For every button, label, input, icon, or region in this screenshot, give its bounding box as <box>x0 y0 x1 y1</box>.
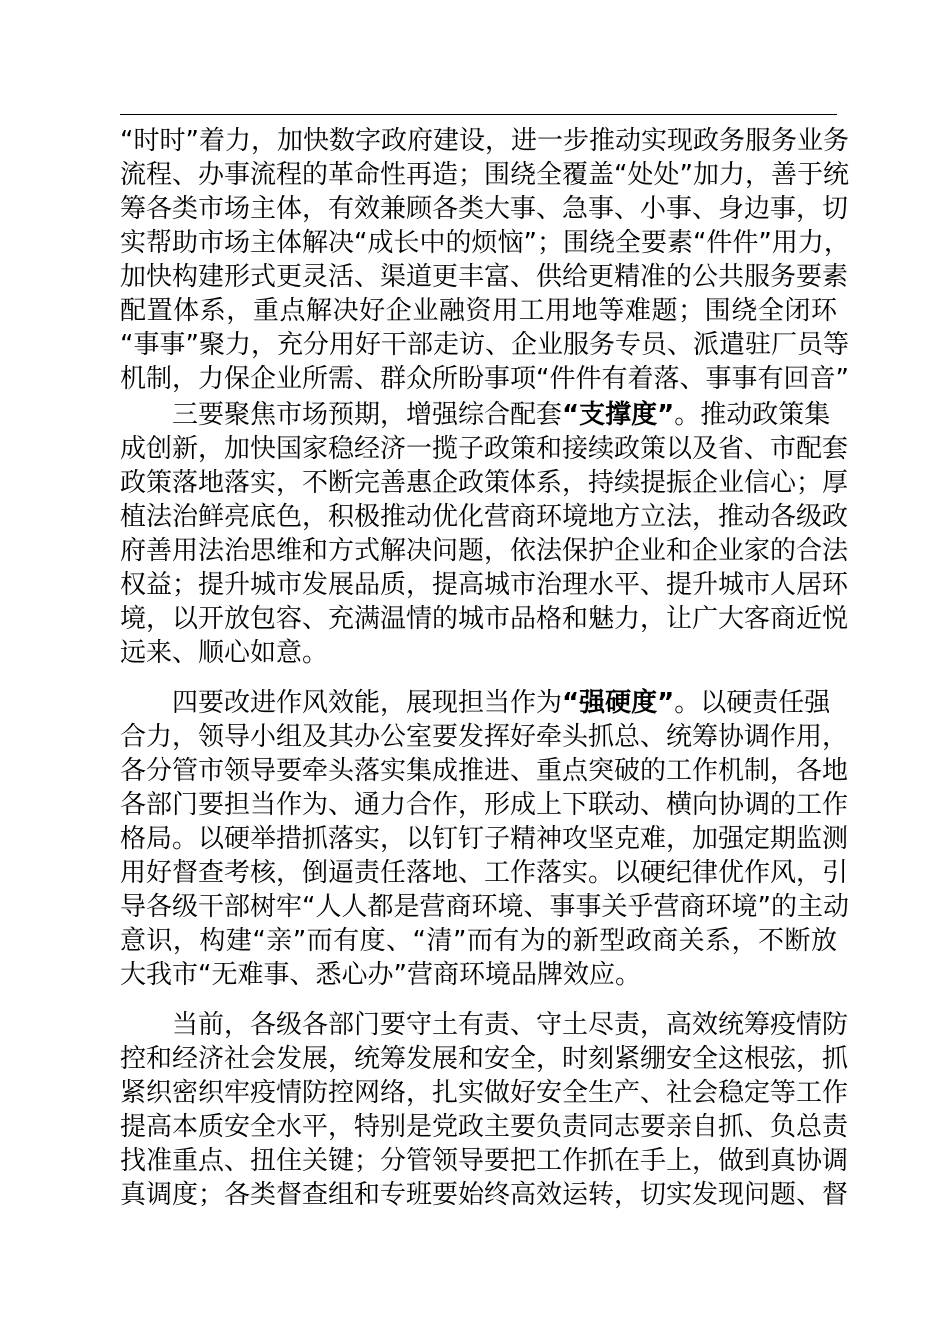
text-line: 紧织密织牢疫情防控网络，扎实做好安全生产、社会稳定等工作 <box>120 1078 849 1108</box>
text-line: “时时”着力，加快数字政府建设，进一步推动实现政务服务业务 <box>120 126 849 156</box>
text-line: “事事”聚力，充分用好干部走访、企业服务专员、派遣驻厂员等 <box>120 330 849 360</box>
emphasis-term: “支撑度” <box>562 400 675 430</box>
text-line: 加快构建形式更灵活、渠道更丰富、供给更精准的公共服务要素 <box>120 262 849 292</box>
text-line: 导各级干部树牢“人人都是营商环境、事事关乎营商环境”的主动 <box>120 892 849 922</box>
text-run: 。以硬责任强 <box>674 688 831 718</box>
text-line: 境，以开放包容、充满温情的城市品格和魅力，让广大客商近悦 <box>120 604 849 634</box>
text-run: 四要改进作风效能，展现担当作为 <box>172 688 563 718</box>
text-line: 用好督查考核，倒逼责任落地、工作落实。以硬纪律优作风，引 <box>120 858 849 888</box>
paragraph-3-first-line <box>172 398 837 432</box>
text-line: 大我市“无难事、悉心办”营商环境品牌效应。 <box>120 960 641 990</box>
header-rule <box>120 114 837 115</box>
text-line: 找准重点、扭住关键；分管领导要把工作抓在手上，做到真协调 <box>120 1146 849 1176</box>
text-run: 三要聚焦市场预期，增强综合配套 <box>172 400 563 430</box>
text-line: 合力，领导小组及其办公室要发挥好牵头抓总、统筹协调作用， <box>120 722 849 752</box>
text-line: 流程、办事流程的革命性再造；围绕全覆盖“处处”加力，善于统 <box>120 160 849 190</box>
text-line: 各分管市领导要牵头落实集成推进、重点突破的工作机制，各地 <box>120 756 849 786</box>
text-line: 远来、顺心如意。 <box>120 638 329 668</box>
text-run: 。推动政策集 <box>674 400 831 430</box>
emphasis-term: “强硬度” <box>562 688 675 718</box>
text-line: 提高本质安全水平，特别是党政主要负责同志要亲自抓、负总责 <box>120 1112 849 1142</box>
text-line: 实帮助市场主体解决“成长中的烦恼”；围绕全要素“件件”用力， <box>120 228 850 258</box>
paragraph-5-first-line: 当前，各级各部门要守土有责、守土尽责，高效统筹疫情防 <box>172 1010 849 1040</box>
text-line: 筹各类市场主体，有效兼顾各类大事、急事、小事、身边事，切 <box>120 194 849 224</box>
text-line: 意识，构建“亲”而有度、“清”而有为的新型政商关系，不断放 <box>120 926 837 956</box>
text-line: 植法治鲜亮底色，积极推动优化营商环境地方立法，推动各级政 <box>120 502 849 532</box>
text-line: 政策落地落实，不断完善惠企政策体系，持续提振企业信心；厚 <box>120 468 849 498</box>
text-line: 机制，力保企业所需、群众所盼事项“件件有着落、事事有回音” <box>120 364 849 394</box>
text-line: 配置体系，重点解决好企业融资用工用地等难题；围绕全闭环 <box>120 296 837 326</box>
paragraph-4-first-line <box>172 686 837 720</box>
text-line: 真调度；各类督查组和专班要始终高效运转，切实发现问题、督 <box>120 1180 849 1210</box>
text-line: 各部门要担当作为、通力合作，形成上下联动、横向协调的工作 <box>120 790 849 820</box>
text-line: 府善用法治思维和方式解决问题，依法保护企业和企业家的合法 <box>120 536 849 566</box>
text-line: 格局。以硬举措抓落实，以钉钉子精神攻坚克难，加强定期监测 <box>120 824 849 854</box>
text-line: 权益；提升城市发展品质，提高城市治理水平、提升城市人居环 <box>120 570 849 600</box>
text-line: 控和经济社会发展，统筹发展和安全，时刻紧绷安全这根弦，抓 <box>120 1044 849 1074</box>
text-line: 成创新，加快国家稳经济一揽子政策和接续政策以及省、市配套 <box>120 434 849 464</box>
